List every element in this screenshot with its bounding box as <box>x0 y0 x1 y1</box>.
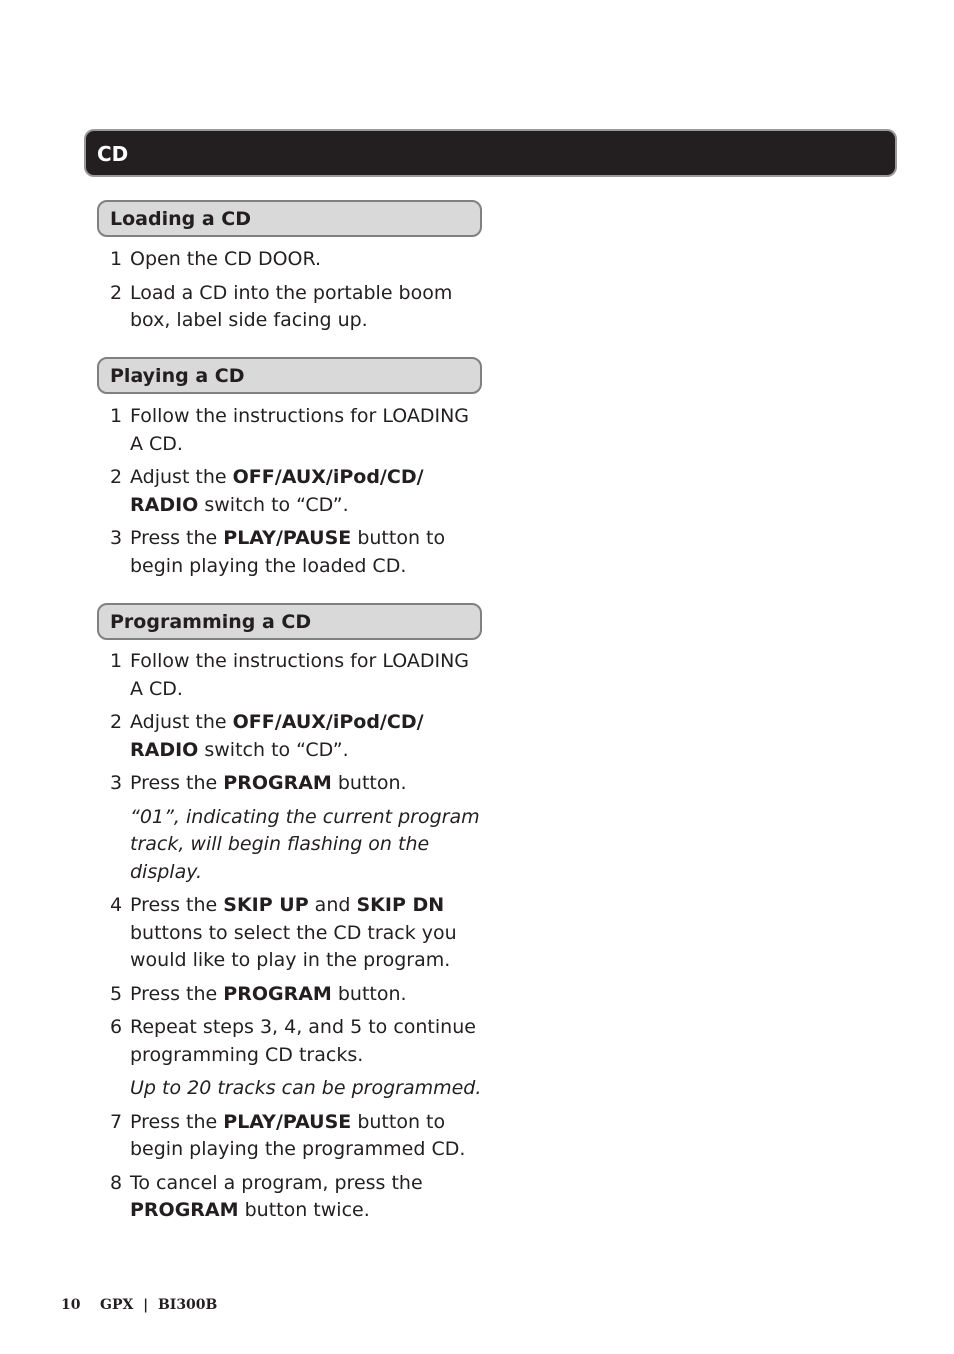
section-header-programming <box>97 603 482 640</box>
model-number: BI300B <box>157 1297 218 1313</box>
list-item: 3 Press the PROGRAM button. <box>110 772 407 794</box>
list-item: 8 To cancel a program, press the PROGRAM button twice. <box>110 1171 423 1221</box>
chapter-title: CD <box>97 142 129 166</box>
list-item: 4 Press the SKIP UP and SKIP DN buttons to select the CD track you would like to play in the program. <box>110 894 457 971</box>
list-item: 1 Follow the instructions for LOADING A CD. <box>110 405 470 455</box>
chapter-header-bar <box>84 129 897 177</box>
brand-name: GPX <box>99 1297 134 1313</box>
programming-steps-list <box>110 648 482 1231</box>
list-item: 2 Adjust the OFF/AUX/iPod/CD/ RADIO switch to “CD”. <box>110 466 424 516</box>
page-number: 10 <box>61 1297 81 1313</box>
playing-steps-list <box>110 403 482 586</box>
list-item: 7 Press the PLAY/PAUSE button to begin playing the programmed CD. <box>110 1110 466 1160</box>
list-item: 1 Open the CD DOOR. <box>110 248 322 270</box>
list-item: 3 Press the PLAY/PAUSE button to begin playing the loaded CD. <box>110 527 446 577</box>
section-header-loading <box>97 200 482 237</box>
footer-separator: | <box>143 1297 149 1313</box>
tracks-limit-note: Up to 20 tracks can be programmed. <box>130 1077 482 1099</box>
section-title-playing: Playing a CD <box>110 365 245 387</box>
list-item: 5 Press the PROGRAM button. <box>110 982 407 1005</box>
list-item: 2 Adjust the OFF/AUX/iPod/CD/ RADIO switch to “CD”. <box>110 711 424 761</box>
section-title-loading: Loading a CD <box>110 208 251 230</box>
page-footer <box>61 1297 217 1313</box>
list-item: 2 Load a CD into the portable boom box, label side facing up. <box>110 281 453 331</box>
section-header-playing <box>97 357 482 394</box>
section-title-programming: Programming a CD <box>110 611 312 633</box>
list-item: 6 Repeat steps 3, 4, and 5 to continue programming CD tracks. <box>110 1016 476 1066</box>
program-note: “01”, indicating the current program track, will begin flashing on the display. <box>130 805 480 883</box>
loading-steps-list <box>110 246 482 341</box>
list-item: 1 Follow the instructions for LOADING A CD. <box>110 650 470 700</box>
